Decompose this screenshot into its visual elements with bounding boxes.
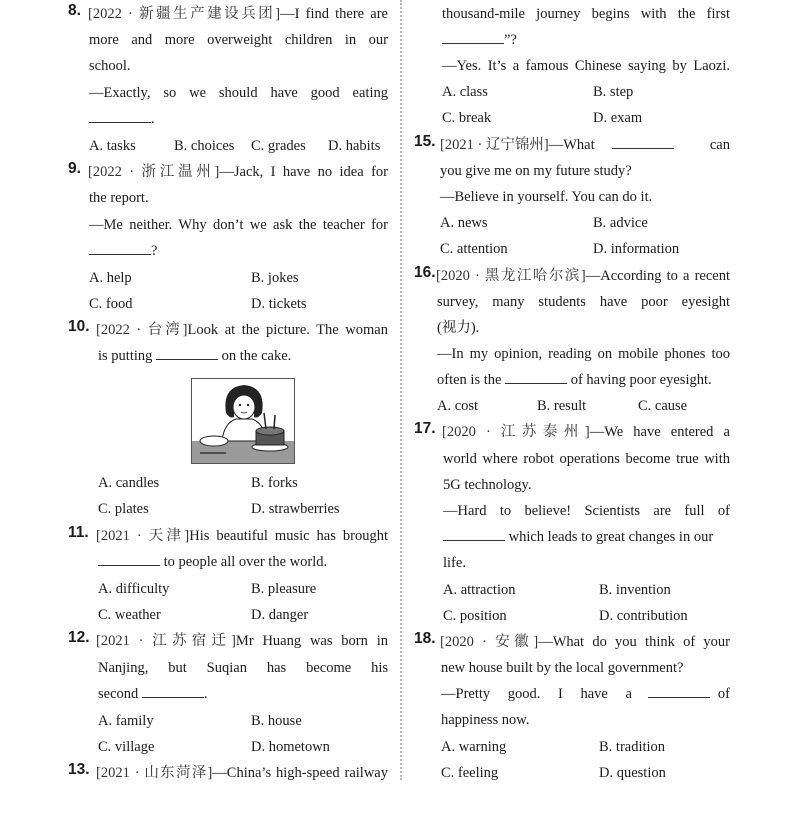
question-text: Look at the picture. The woman <box>187 322 388 338</box>
question-text: —Jack, I have no idea for <box>219 164 388 180</box>
question-text: school. <box>89 58 131 74</box>
answer-blank <box>505 369 567 384</box>
question-number: 8. <box>68 2 81 19</box>
answer-blank <box>89 240 151 255</box>
answer-blank <box>442 29 504 44</box>
option-c: C. grades <box>251 138 306 154</box>
option-c: C. weather <box>98 607 161 623</box>
option-a: A. attraction <box>443 582 516 598</box>
option-a: A. difficulty <box>98 581 170 597</box>
option-d: D. tickets <box>251 296 307 312</box>
option-d: D. strawberries <box>251 501 340 517</box>
question-text: life. <box>443 555 466 571</box>
girl-with-cake-icon <box>192 379 294 463</box>
question-text: 5G technology. <box>443 477 532 493</box>
question-source: [2022 · 浙江温州] <box>88 164 220 180</box>
question-text: which leads to great changes in our <box>508 529 714 545</box>
option-a: A. family <box>98 713 154 729</box>
question-text: to people all over the world. <box>163 554 328 570</box>
cake-illustration <box>191 378 295 464</box>
question-text: of having poor eyesight. <box>570 372 712 388</box>
option-b: B. house <box>251 713 302 729</box>
question-source: [2021 · 江苏宿迁] <box>96 633 236 649</box>
question-source: [2020 · 黑龙江哈尔滨] <box>436 268 586 284</box>
question-text: is putting <box>98 348 153 364</box>
option-b: B. forks <box>251 475 298 491</box>
column-divider <box>400 0 402 780</box>
option-d: D. question <box>599 765 666 781</box>
question-text: —What do you think of your <box>538 634 730 650</box>
question-number: 10. <box>68 318 90 335</box>
answer-blank <box>89 108 151 123</box>
option-b: B. advice <box>593 215 648 231</box>
question-text: happiness now. <box>441 712 530 728</box>
question-text: —Me neither. Why don’t we ask the teacher for <box>89 217 388 233</box>
option-d: D. hometown <box>251 739 330 755</box>
question-number: 15. <box>414 133 436 150</box>
option-c: C. cause <box>638 398 688 414</box>
answer-blank <box>648 683 710 698</box>
question-number: 9. <box>68 160 81 177</box>
question-text: His beautiful music has brought <box>189 528 388 544</box>
question-source: [2021 · 辽宁锦州] <box>440 137 549 153</box>
question-source: [2021 · 天津] <box>96 528 190 544</box>
option-a: A. help <box>89 270 132 286</box>
answer-blank <box>98 551 160 566</box>
option-b: B. tradition <box>599 739 666 755</box>
question-text: —In my opinion, reading on mobile phones too <box>437 346 730 362</box>
question-text: of <box>717 686 730 702</box>
question-text: the report. <box>89 190 149 206</box>
option-a: A. tasks <box>89 138 136 154</box>
question-number: 12. <box>68 629 90 646</box>
option-b: B. result <box>537 398 587 414</box>
question-text: —Pretty good. I have a <box>441 686 632 702</box>
question-text: on the cake. <box>221 348 292 364</box>
option-a: A. news <box>440 215 488 231</box>
option-a: A. candles <box>98 475 160 491</box>
question-text: —What <box>548 137 595 153</box>
option-c: C. attention <box>440 241 508 257</box>
question-number: 18. <box>414 630 436 647</box>
question-number: 16. <box>414 264 436 281</box>
question-text: survey, many students have poor eyesight <box>437 294 730 310</box>
question-text: can <box>709 137 730 153</box>
answer-blank <box>443 526 505 541</box>
question-source: [2020 · 安徽] <box>440 634 539 650</box>
question-text: more and more overweight children in our <box>89 32 388 48</box>
question-text: ”? <box>504 32 517 48</box>
answer-blank <box>156 345 218 360</box>
option-c: C. break <box>442 110 492 126</box>
option-b: B. invention <box>599 582 671 598</box>
question-text: —Yes. It’s a famous Chinese saying by Laozi. <box>442 58 730 74</box>
option-d: D. information <box>593 241 680 257</box>
question-text: . <box>151 111 155 127</box>
option-a: A. cost <box>437 398 479 414</box>
question-text: often is the <box>437 372 502 388</box>
question-text: Nanjing, but Suqian has become his <box>98 660 388 676</box>
question-text: —Believe in yourself. You can do it. <box>440 189 653 205</box>
question-text: thousand-mile journey begins with the first <box>442 6 730 22</box>
question-text: you give me on my future study? <box>440 163 632 179</box>
option-b: B. pleasure <box>251 581 317 597</box>
option-d: D. habits <box>328 138 381 154</box>
question-number: 13. <box>68 761 90 778</box>
question-text: second <box>98 686 139 702</box>
question-number: 17. <box>414 420 436 437</box>
answer-blank <box>142 683 204 698</box>
option-c: C. feeling <box>441 765 499 781</box>
question-text: (视力). <box>437 320 480 336</box>
question-text: Mr Huang was born in <box>235 633 388 649</box>
question-text: —Exactly, so we should have good eating <box>89 85 388 101</box>
answer-blank <box>612 134 674 149</box>
option-b: B. choices <box>174 138 235 154</box>
option-b: B. step <box>593 84 634 100</box>
option-c: C. village <box>98 739 155 755</box>
question-text: world where robot operations become true with <box>443 451 730 467</box>
option-b: B. jokes <box>251 270 299 286</box>
option-a: A. class <box>442 84 488 100</box>
question-text: ? <box>151 243 158 259</box>
question-text: —I find there are <box>280 6 388 22</box>
option-a: A. warning <box>441 739 507 755</box>
question-text: new house built by the local government? <box>441 660 684 676</box>
question-number: 11. <box>68 524 89 541</box>
question-text: —We have entered a <box>589 424 730 440</box>
option-c: C. position <box>443 608 507 624</box>
question-source: [2021 · 山东菏泽] <box>96 765 213 781</box>
question-text: —China’s high-speed railway <box>212 765 388 781</box>
question-text: —According to a recent <box>585 268 730 284</box>
question-source: [2022 · 台湾] <box>96 322 188 338</box>
question-text: . <box>203 686 208 702</box>
option-c: C. food <box>89 296 133 312</box>
option-c: C. plates <box>98 501 149 517</box>
option-d: D. danger <box>251 607 309 623</box>
question-source: [2020 · 江苏泰州] <box>442 424 590 440</box>
question-source: [2022 · 新疆生产建设兵团] <box>88 6 281 22</box>
option-d: D. exam <box>593 110 643 126</box>
question-text: —Hard to believe! Scientists are full of <box>443 503 730 519</box>
option-d: D. contribution <box>599 608 688 624</box>
